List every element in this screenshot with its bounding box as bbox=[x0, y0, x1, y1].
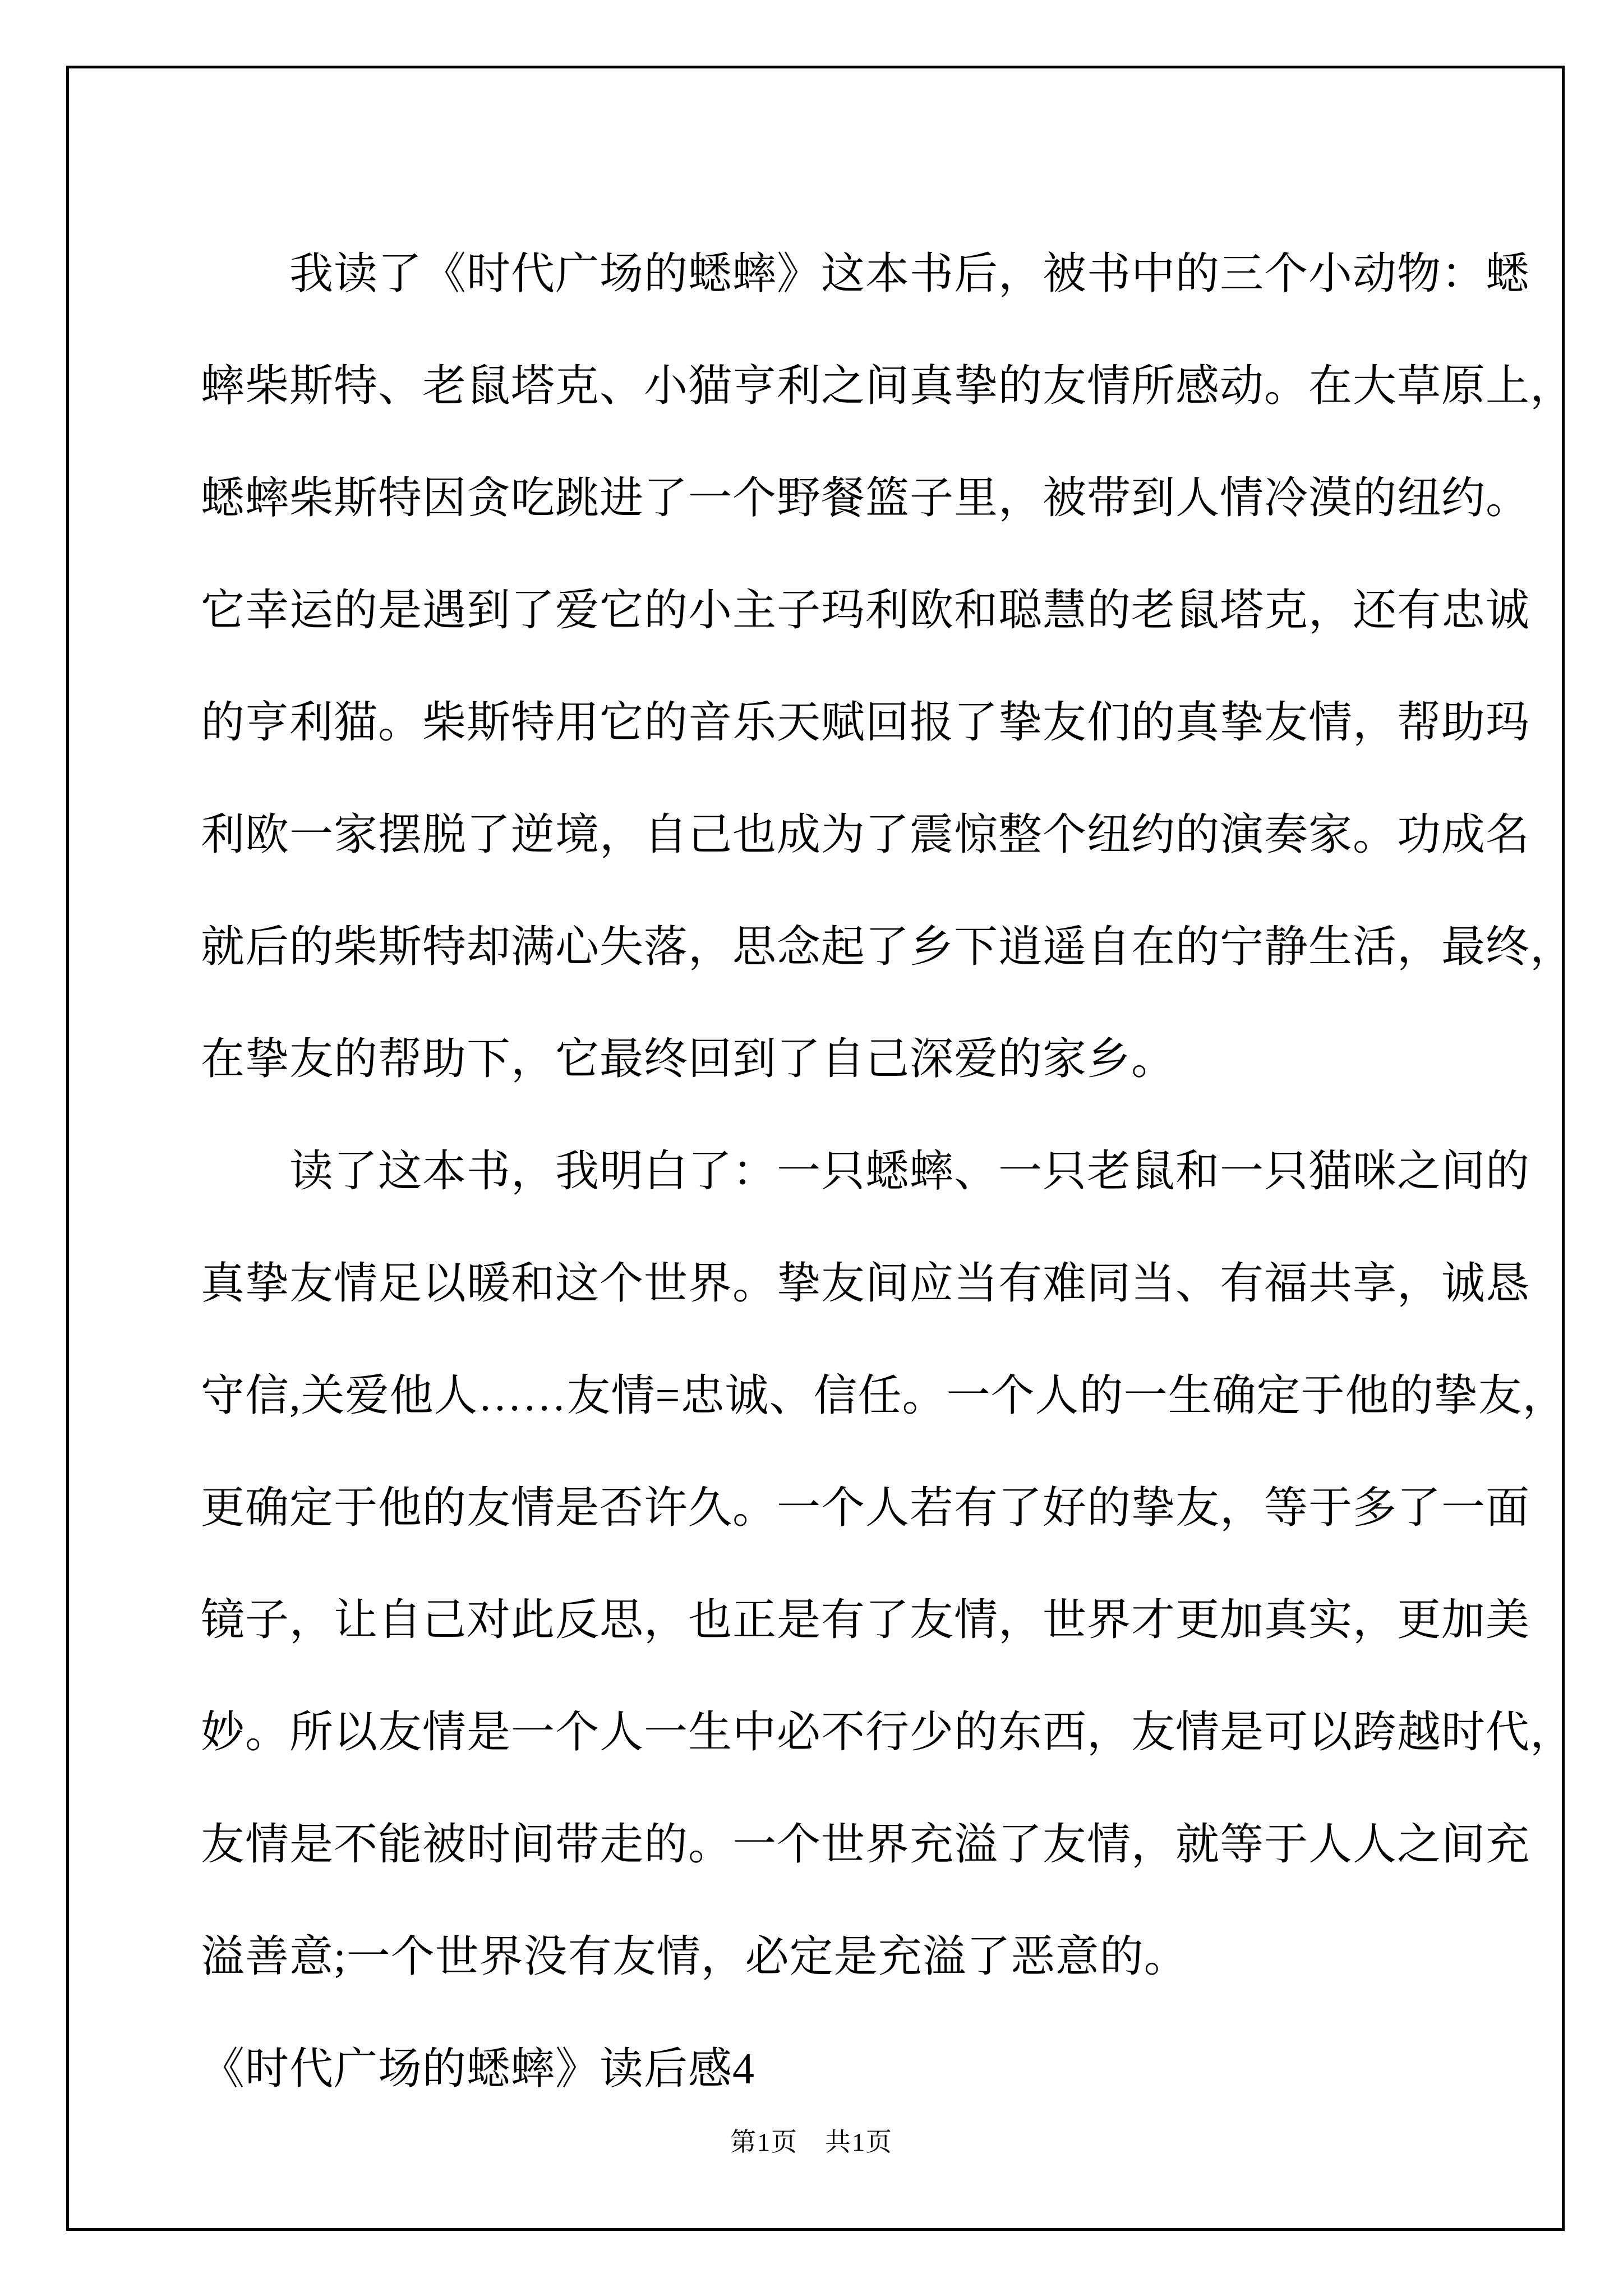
text-line: 守信,关爱他人……友情=忠诚、信任。一个人的一生确定于他的挚友， bbox=[201, 1371, 1567, 1420]
text-line: 就后的柴斯特却满心失落，思念起了乡下逍遥自在的宁静生活，最终， bbox=[201, 922, 1575, 971]
text-line: 妙。所以友情是一个人一生中必不行少的东西，友情是可以跨越时代， bbox=[201, 1708, 1575, 1756]
page-number-footer: 第1页 共1页 bbox=[730, 2128, 893, 2156]
text-body bbox=[201, 218, 1575, 2125]
text-line: 的亨利猫。柴斯特用它的音乐天赋回报了挚友们的真挚友情，帮助玛 bbox=[201, 698, 1530, 747]
text-line: 利欧一家摆脱了逆境，自己也成为了震惊整个纽约的演奏家。功成名 bbox=[201, 810, 1530, 859]
text-line: 溢善意;一个世界没有友情，必定是充溢了恶意的。 bbox=[201, 1932, 1188, 1981]
text-line: 真挚友情足以暖和这个世界。挚友间应当有难同当、有福共享，诚恳 bbox=[201, 1259, 1530, 1308]
text-line: 在挚友的帮助下，它最终回到了自己深爱的家乡。 bbox=[201, 1034, 1176, 1083]
text-line: 更确定于他的友情是否许久。一个人若有了好的挚友，等于多了一面 bbox=[201, 1483, 1530, 1532]
text-line: 镜子，让自己对此反思，也正是有了友情，世界才更加真实，更加美 bbox=[201, 1595, 1530, 1644]
text-line: 蟋蟀柴斯特因贪吃跳进了一个野餐篮子里，被带到人情冷漠的纽约。 bbox=[201, 473, 1530, 522]
text-line: 读了这本书，我明白了：一只蟋蟀、一只老鼠和一只猫咪之间的 bbox=[289, 1147, 1530, 1195]
text-line: 友情是不能被时间带走的。一个世界充溢了友情，就等于人人之间充 bbox=[201, 1820, 1530, 1869]
text-line: 我读了《时代广场的蟋蟀》这本书后，被书中的三个小动物：蟋 bbox=[289, 249, 1530, 298]
text-line: 《时代广场的蟋蟀》读后感4 bbox=[201, 2044, 755, 2093]
text-line: 蟀柴斯特、老鼠塔克、小猫亨利之间真挚的友情所感动。在大草原上， bbox=[201, 361, 1575, 410]
text-line: 它幸运的是遇到了爱它的小主子玛利欧和聪慧的老鼠塔克，还有忠诚 bbox=[201, 586, 1530, 634]
